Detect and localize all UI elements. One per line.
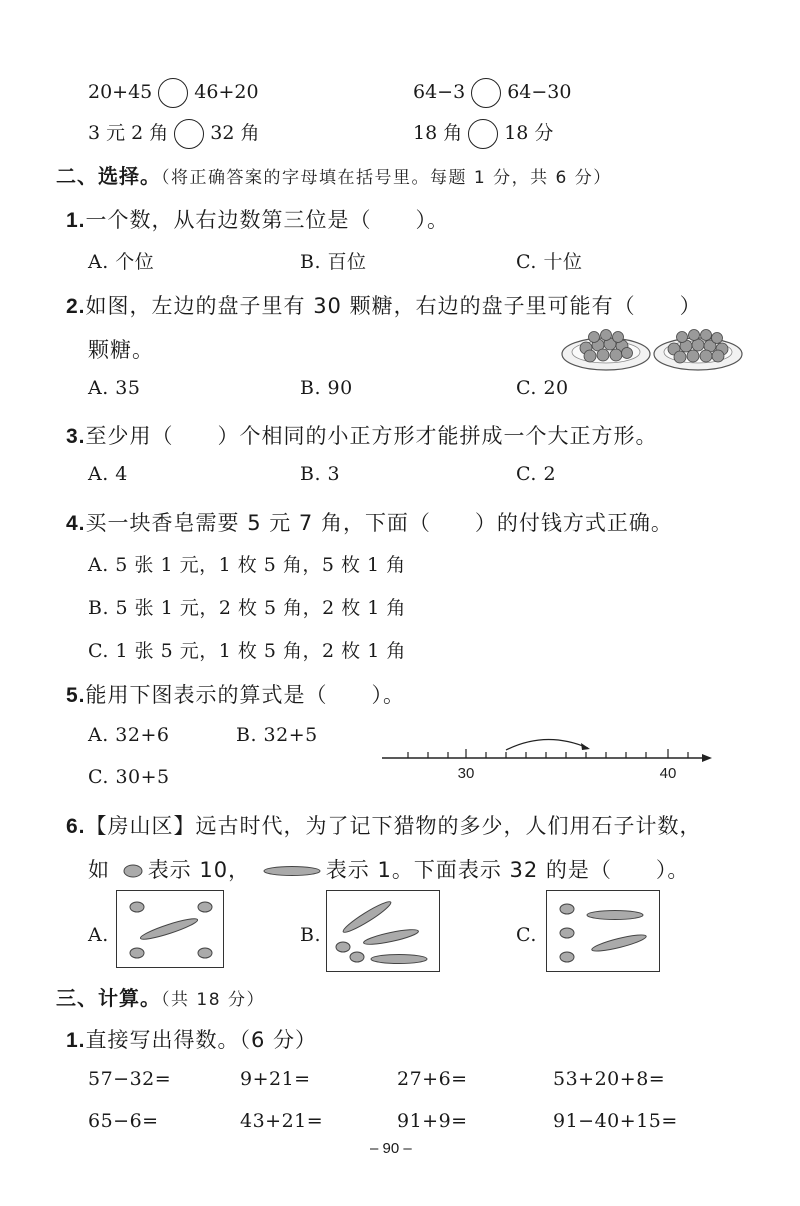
section3-question-1 (66, 1024, 317, 1054)
compare-row1-right (413, 78, 571, 108)
compare-expr: 46+20 (194, 81, 259, 103)
arc-arrowhead-icon (581, 743, 590, 750)
question-number: 3. (66, 425, 86, 448)
option-b[interactable]: B. 32+5 (236, 724, 318, 746)
question-text: 【房山区】远古时代，为了记下猎物的多少，人们用石子计数， (85, 814, 702, 838)
compare-expr: 3 元 2 角 (88, 122, 169, 144)
question-number: 6. (66, 815, 86, 838)
calc-item[interactable]: 91+9= (397, 1110, 468, 1132)
jump-arc (506, 739, 588, 750)
calc-item[interactable]: 43+21= (240, 1110, 324, 1132)
question-text: 能用下图表示的算式是（ ）。 (85, 683, 406, 707)
question-text: 一个数，从右边数第三位是（ ）。 (85, 208, 450, 232)
compare-expr: 20+45 (88, 81, 153, 103)
long-stone-icon (262, 865, 322, 877)
option-b[interactable]: B. 5 张 1 元，2 枚 5 角，2 枚 1 角 (88, 597, 406, 619)
option-c[interactable]: C. (516, 924, 537, 946)
stone-figure-b[interactable] (326, 890, 440, 972)
compare-row2-left (88, 118, 260, 149)
question-text: 如 (88, 858, 110, 882)
section-note: （将正确答案的字母填在括号里。每题 1 分，共 6 分） (161, 168, 612, 188)
stone-figure-a[interactable] (116, 890, 224, 968)
calc-item[interactable]: 91−40+15= (553, 1110, 678, 1132)
right-plate (654, 330, 742, 371)
option-a[interactable]: A. 32+6 (88, 724, 170, 746)
section-title: 二、选择。 (56, 164, 161, 188)
option-c[interactable]: C. 30+5 (88, 766, 170, 788)
option-a[interactable]: A. 4 (88, 463, 128, 485)
option-b[interactable]: B. (300, 924, 322, 946)
question-text: 表示 10， (147, 858, 251, 882)
question-2 (66, 290, 702, 320)
question-number: 1. (66, 209, 86, 232)
question-6-line2 (88, 854, 689, 884)
question-text: 直接写出得数。（6 分） (85, 1028, 318, 1052)
calc-item[interactable]: 9+21= (240, 1068, 311, 1090)
question-4 (66, 507, 673, 537)
calc-item[interactable]: 27+6= (397, 1068, 468, 1090)
compare-expr: 32 角 (210, 122, 260, 144)
option-c[interactable]: C. 2 (516, 463, 557, 485)
question-text: 至少用（ ）个相同的小正方形才能拼成一个大正方形。 (85, 424, 658, 448)
option-c[interactable]: C. 20 (516, 377, 569, 399)
stones-a (117, 891, 223, 967)
compare-circle[interactable] (468, 119, 498, 149)
stones-b (327, 891, 439, 971)
question-text: 如图，左边的盘子里有 30 颗糖，右边的盘子里可能有（ ） (85, 294, 702, 318)
section-title: 三、计算。 (56, 986, 161, 1010)
page-number: – 90 – (370, 1140, 412, 1157)
left-plate (562, 330, 650, 371)
question-1 (66, 204, 449, 234)
question-number: 1. (66, 1029, 86, 1052)
number-line (378, 728, 718, 788)
compare-expr: 18 角 (413, 122, 463, 144)
option-a[interactable]: A. 个位 (88, 251, 155, 273)
option-b[interactable]: B. 3 (300, 463, 341, 485)
question-5 (66, 679, 405, 709)
question-3 (66, 420, 658, 450)
stone-figure-c[interactable] (546, 890, 660, 972)
option-a[interactable]: A. 35 (88, 377, 141, 399)
number-line-ticks (408, 749, 688, 758)
compare-row1-left (88, 78, 259, 108)
round-stone-icon (122, 864, 144, 878)
stones-c (547, 891, 659, 971)
section-note: （共 18 分） (161, 990, 265, 1010)
question-2-text-line2: 颗糖。 (88, 338, 154, 362)
option-b[interactable]: B. 90 (300, 377, 353, 399)
tick-label-30: 30 (457, 765, 475, 782)
arrowhead-icon (702, 754, 712, 762)
question-6 (66, 810, 702, 840)
option-c[interactable]: C. 十位 (516, 251, 583, 273)
compare-circle[interactable] (158, 78, 188, 108)
option-a[interactable]: A. (88, 924, 109, 946)
compare-expr: 18 分 (504, 122, 554, 144)
question-number: 2. (66, 295, 86, 318)
question-text: 表示 1。下面表示 32 的是（ ）。 (325, 858, 690, 882)
question-text: 买一块香皂需要 5 元 7 角，下面（ ）的付钱方式正确。 (85, 511, 673, 535)
calc-item[interactable]: 65−6= (88, 1110, 159, 1132)
compare-row2-right (413, 118, 553, 149)
option-b[interactable]: B. 百位 (300, 251, 367, 273)
question-number: 5. (66, 684, 86, 707)
tick-label-40: 40 (659, 765, 677, 782)
section2-heading (56, 160, 612, 189)
compare-expr: 64−3 (413, 81, 466, 103)
option-a[interactable]: A. 5 张 1 元，1 枚 5 角，5 枚 1 角 (88, 554, 406, 576)
question-number: 4. (66, 512, 86, 535)
section3-heading (56, 982, 265, 1011)
compare-circle[interactable] (471, 78, 501, 108)
calc-item[interactable]: 57−32= (88, 1068, 172, 1090)
compare-circle[interactable] (174, 119, 204, 149)
option-c[interactable]: C. 1 张 5 元，1 枚 5 角，2 枚 1 角 (88, 640, 406, 662)
candy-plates-illustration (560, 318, 746, 374)
compare-expr: 64−30 (507, 81, 572, 103)
calc-item[interactable]: 53+20+8= (553, 1068, 666, 1090)
